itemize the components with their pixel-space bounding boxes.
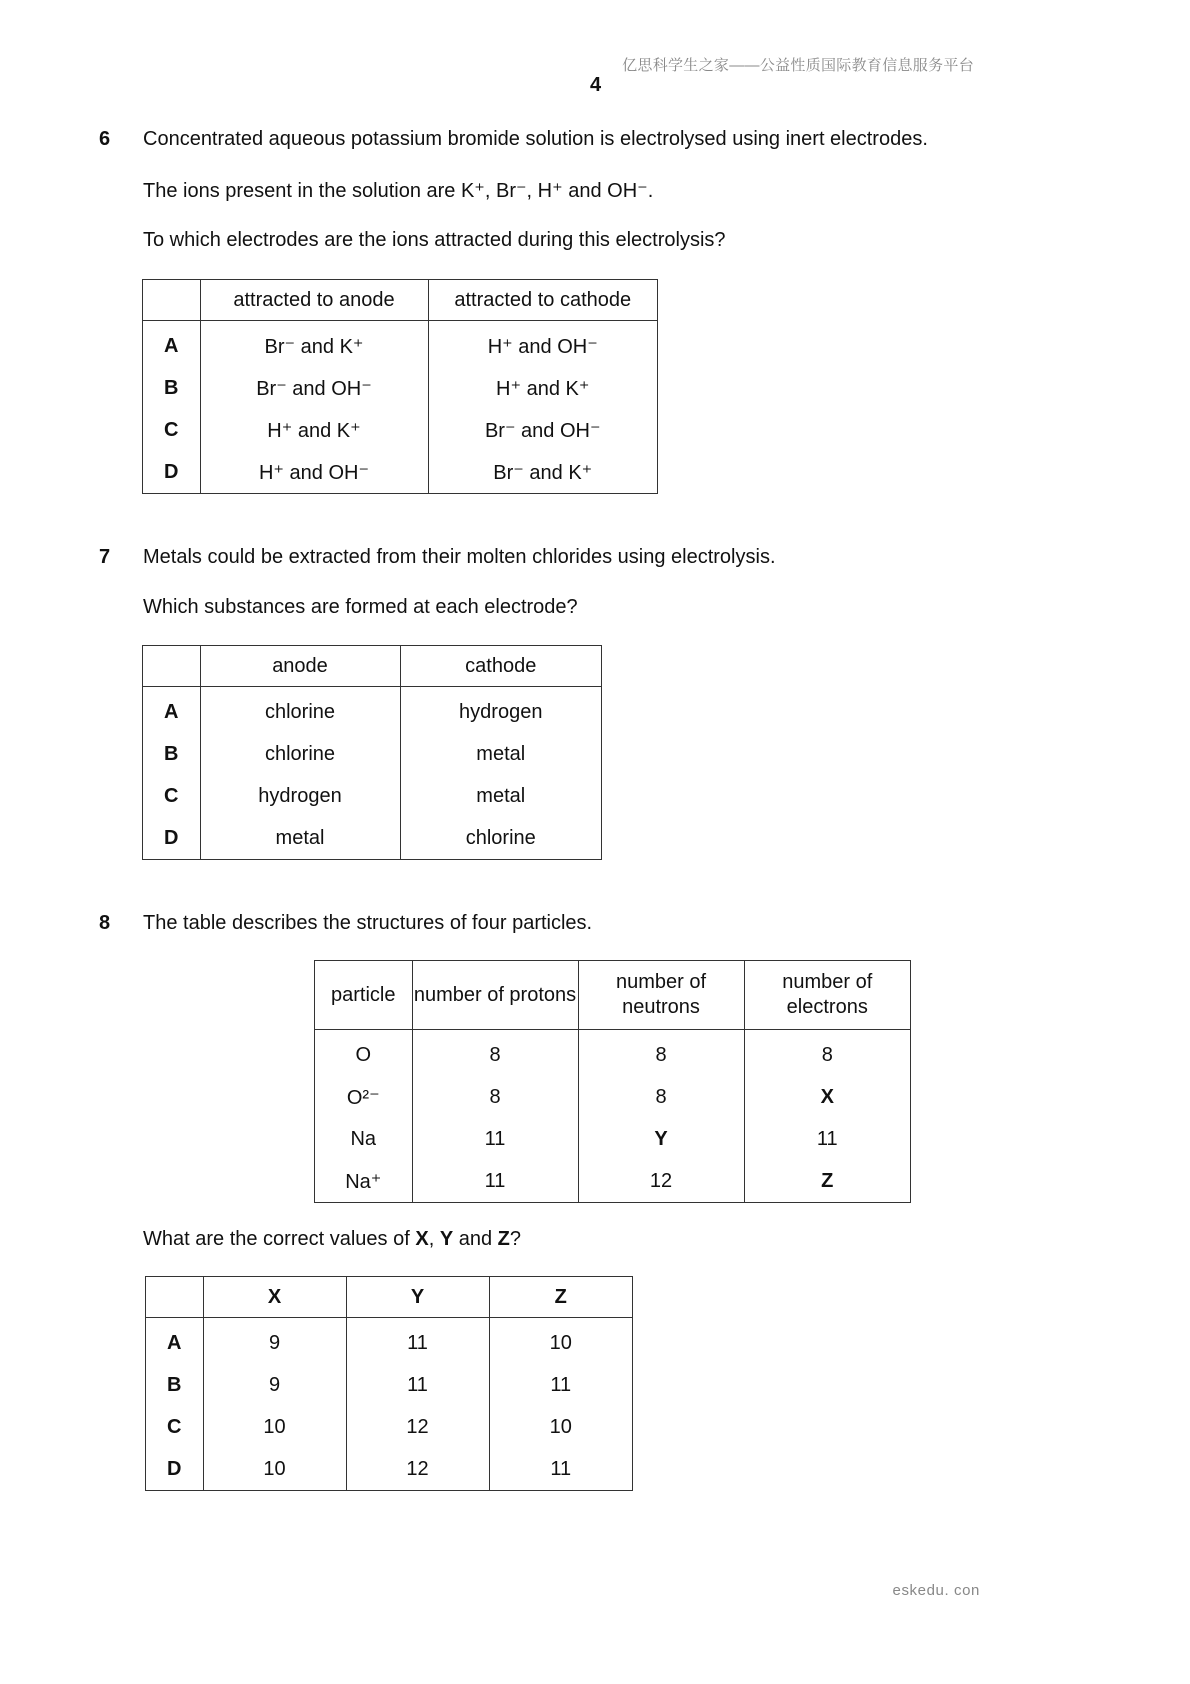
option-row-a[interactable] — [146, 1318, 632, 1365]
option-letter: C — [164, 418, 179, 441]
particle-symbol: Na — [350, 1127, 377, 1150]
option-row-d[interactable] — [143, 817, 601, 859]
particle-symbol: O²⁻ — [346, 1086, 380, 1109]
protons-value: 11 — [412, 1160, 578, 1202]
q7-col-cathode: cathode — [400, 646, 601, 687]
option-row-d[interactable] — [143, 451, 657, 493]
anode-value: H⁺ and K⁺ — [200, 409, 428, 451]
q8-col-particle: particle — [315, 961, 412, 1030]
protons-value: 11 — [412, 1118, 578, 1160]
table-header-row — [143, 280, 657, 321]
cathode-value: Br⁻ and K⁺ — [428, 451, 657, 493]
neutrons-value: 8 — [578, 1076, 744, 1118]
cathode-value: H⁺ and OH⁻ — [428, 321, 657, 368]
particle-row — [315, 1076, 910, 1118]
x-value: 10 — [203, 1406, 346, 1448]
particle-row — [315, 1160, 910, 1202]
q8-col-protons: number of protons — [412, 961, 578, 1030]
option-letter: B — [164, 376, 179, 399]
anode-value: chlorine — [200, 687, 400, 734]
electrons-value: X — [744, 1076, 910, 1118]
q8-col-electrons: number of electrons — [744, 961, 910, 1030]
anode-value: Br⁻ and OH⁻ — [200, 367, 428, 409]
option-letter: C — [167, 1415, 182, 1438]
option-row-a[interactable] — [143, 321, 657, 368]
electrons-value: Z — [744, 1160, 910, 1202]
z-value: 10 — [489, 1406, 632, 1448]
cathode-value: metal — [400, 733, 601, 775]
table-header-row — [143, 646, 601, 687]
q7-options-table — [143, 646, 601, 859]
q6-col-letter — [143, 280, 200, 321]
q8-answers-table — [146, 1277, 632, 1490]
particle-row — [315, 1030, 910, 1077]
cathode-value: Br⁻ and OH⁻ — [428, 409, 657, 451]
cathode-value: H⁺ and K⁺ — [428, 367, 657, 409]
x-value: 9 — [203, 1364, 346, 1406]
option-letter: B — [167, 1373, 182, 1396]
cathode-value: metal — [400, 775, 601, 817]
q8-ans-col-y: Y — [346, 1277, 489, 1318]
q8-ans-col-x: X — [203, 1277, 346, 1318]
anode-value: hydrogen — [200, 775, 400, 817]
electrons-value: 11 — [744, 1118, 910, 1160]
q6-options-table — [143, 280, 657, 493]
q7-number: 7 — [99, 546, 111, 568]
z-value: 11 — [489, 1364, 632, 1406]
z-value: 11 — [489, 1448, 632, 1490]
q6-question: To which electrodes are the ions attracted during this electrolysis? — [143, 229, 726, 251]
q7-question: Which substances are formed at each electrode? — [143, 596, 578, 618]
neutrons-value: Y — [578, 1118, 744, 1160]
anode-value: metal — [200, 817, 400, 859]
option-letter: C — [164, 784, 179, 807]
option-row-c[interactable] — [143, 775, 601, 817]
y-value: 11 — [346, 1364, 489, 1406]
cathode-value: hydrogen — [400, 687, 601, 734]
q7-col-letter — [143, 646, 200, 687]
option-letter: D — [164, 460, 179, 483]
q8-number: 8 — [99, 912, 111, 934]
q8-ans-col-z: Z — [489, 1277, 632, 1318]
protons-value: 8 — [412, 1030, 578, 1077]
y-value: 11 — [346, 1318, 489, 1365]
option-row-c[interactable] — [143, 409, 657, 451]
option-row-d[interactable] — [146, 1448, 632, 1490]
q7-stem: Metals could be extracted from their molten chlorides using electrolysis. — [143, 546, 776, 568]
q6-col-cathode: attracted to cathode — [428, 280, 657, 321]
table-header-row — [146, 1277, 632, 1318]
q8-ans-col-letter — [146, 1277, 203, 1318]
option-row-b[interactable] — [143, 367, 657, 409]
anode-value: H⁺ and OH⁻ — [200, 451, 428, 493]
option-row-c[interactable] — [146, 1406, 632, 1448]
q6-ions-text: The ions present in the solution are K⁺, Br⁻, H⁺ and OH⁻. — [143, 180, 654, 202]
q8-col-neutrons: number of neutrons — [578, 961, 744, 1030]
particle-row — [315, 1118, 910, 1160]
option-letter: B — [164, 742, 179, 765]
table-header-row — [315, 961, 910, 1030]
option-letter: A — [164, 700, 179, 723]
y-value: 12 — [346, 1406, 489, 1448]
neutrons-value: 8 — [578, 1030, 744, 1077]
option-letter: A — [167, 1331, 182, 1354]
option-row-b[interactable] — [146, 1364, 632, 1406]
option-letter: A — [164, 334, 179, 357]
particle-symbol: Na⁺ — [345, 1170, 382, 1193]
option-row-a[interactable] — [143, 687, 601, 734]
electrons-value: 8 — [744, 1030, 910, 1077]
neutrons-value: 12 — [578, 1160, 744, 1202]
protons-value: 8 — [412, 1076, 578, 1118]
header-site-title: 亿思科学生之家——公益性质国际教育信息服务平台 — [622, 57, 974, 74]
y-value: 12 — [346, 1448, 489, 1490]
anode-value: chlorine — [200, 733, 400, 775]
q8-stem: The table describes the structures of four particles. — [143, 912, 593, 934]
option-letter: D — [167, 1457, 182, 1480]
q8-question: What are the correct values of X, Y and Z? — [143, 1228, 521, 1250]
cathode-value: chlorine — [400, 817, 601, 859]
q8-particles-table — [315, 961, 910, 1202]
footer-site: eskedu. con — [892, 1582, 980, 1599]
z-value: 10 — [489, 1318, 632, 1365]
x-value: 10 — [203, 1448, 346, 1490]
q6-stem: Concentrated aqueous potassium bromide solution is electrolysed using inert electrodes. — [143, 128, 928, 150]
q6-number: 6 — [99, 128, 111, 150]
particle-symbol: O — [355, 1043, 372, 1066]
option-row-b[interactable] — [143, 733, 601, 775]
x-value: 9 — [203, 1318, 346, 1365]
page-number: 4 — [590, 74, 602, 96]
option-letter: D — [164, 826, 179, 849]
q7-col-anode: anode — [200, 646, 400, 687]
q6-col-anode: attracted to anode — [200, 280, 428, 321]
anode-value: Br⁻ and K⁺ — [200, 321, 428, 368]
